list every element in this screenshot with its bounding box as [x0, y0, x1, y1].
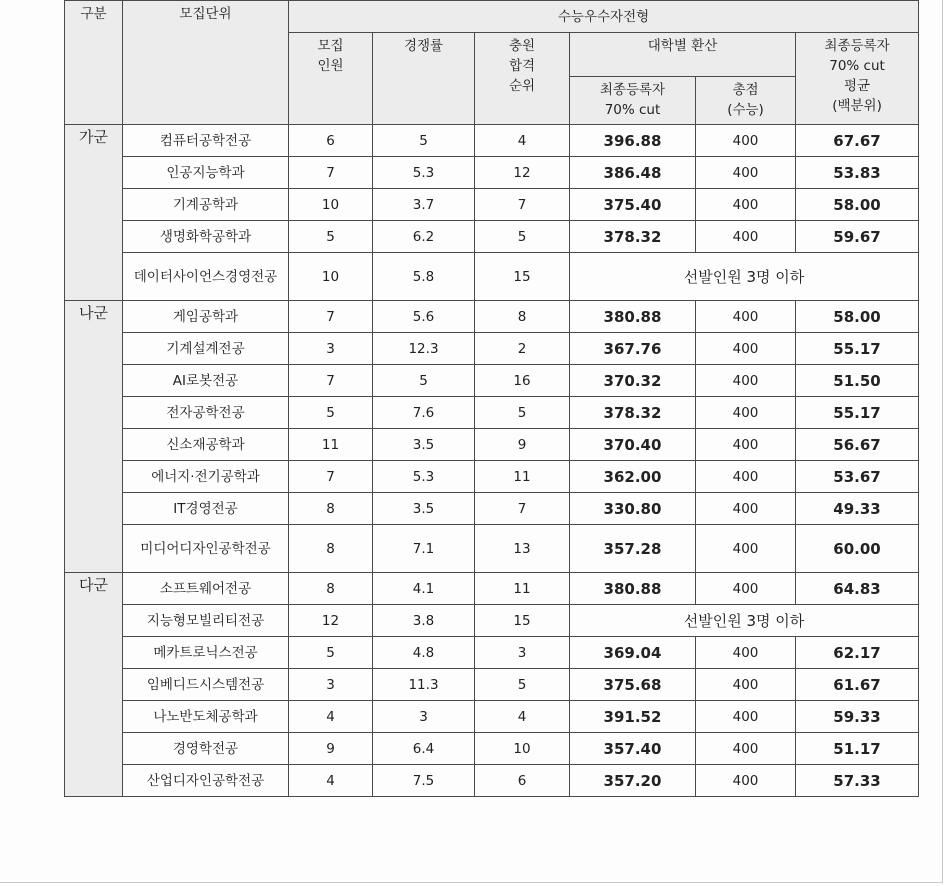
- competition-cell: 3.7: [373, 189, 475, 221]
- final-avg-cell: 56.67: [796, 429, 919, 461]
- final-70-cut-cell: 396.88: [570, 125, 696, 157]
- table-row: [65, 125, 919, 157]
- header-final-70-cut: 최종등록자 70% cut: [570, 77, 696, 125]
- final-avg-cell: 49.33: [796, 493, 919, 525]
- final-avg-cell: 67.67: [796, 125, 919, 157]
- final-avg-cell: 59.67: [796, 221, 919, 253]
- major-name: 에너지·전기공학과: [123, 461, 289, 493]
- final-70-cut-cell: 378.32: [570, 397, 696, 429]
- major-name: IT경영전공: [123, 493, 289, 525]
- final-70-cut-cell: 370.40: [570, 429, 696, 461]
- major-name: 지능형모빌리티전공: [123, 605, 289, 637]
- quota-cell: 5: [289, 637, 373, 669]
- total-score-cell: 400: [696, 765, 796, 797]
- competition-cell: 7.5: [373, 765, 475, 797]
- final-avg-cell: 60.00: [796, 525, 919, 573]
- header-csat-type: 수능우수자전형: [289, 1, 919, 33]
- major-name: 생명화학공학과: [123, 221, 289, 253]
- quota-cell: 4: [289, 701, 373, 733]
- final-avg-cell: 51.50: [796, 365, 919, 397]
- header-univ-conversion: 대학별 환산: [570, 33, 796, 77]
- competition-cell: 5.8: [373, 253, 475, 301]
- quota-cell: 5: [289, 221, 373, 253]
- waitlist-rank-cell: 5: [475, 397, 570, 429]
- waitlist-rank-cell: 12: [475, 157, 570, 189]
- header-competition: 경쟁률: [373, 33, 475, 125]
- final-70-cut-cell: 357.28: [570, 525, 696, 573]
- major-name: 컴퓨터공학전공: [123, 125, 289, 157]
- major-name: 인공지능학과: [123, 157, 289, 189]
- waitlist-rank-cell: 2: [475, 333, 570, 365]
- final-avg-cell: 55.17: [796, 397, 919, 429]
- quota-cell: 7: [289, 301, 373, 333]
- waitlist-rank-cell: 5: [475, 221, 570, 253]
- quota-cell: 5: [289, 397, 373, 429]
- major-name: AI로봇전공: [123, 365, 289, 397]
- quota-cell: 10: [289, 189, 373, 221]
- competition-cell: 5: [373, 365, 475, 397]
- waitlist-rank-cell: 5: [475, 669, 570, 701]
- waitlist-rank-cell: 13: [475, 525, 570, 573]
- competition-cell: 5: [373, 125, 475, 157]
- waitlist-rank-cell: 7: [475, 189, 570, 221]
- final-avg-cell: 59.33: [796, 701, 919, 733]
- waitlist-rank-cell: 11: [475, 461, 570, 493]
- final-70-cut-cell: 386.48: [570, 157, 696, 189]
- table-header: [65, 1, 919, 125]
- final-70-cut-cell: 370.32: [570, 365, 696, 397]
- final-70-cut-cell: 369.04: [570, 637, 696, 669]
- waitlist-rank-cell: 3: [475, 637, 570, 669]
- quota-cell: 10: [289, 253, 373, 301]
- selection-note: 선발인원 3명 이하: [570, 605, 919, 637]
- competition-cell: 5.3: [373, 461, 475, 493]
- waitlist-rank-cell: 9: [475, 429, 570, 461]
- waitlist-rank-cell: 7: [475, 493, 570, 525]
- final-avg-cell: 55.17: [796, 333, 919, 365]
- waitlist-rank-cell: 6: [475, 765, 570, 797]
- competition-cell: 5.6: [373, 301, 475, 333]
- final-avg-cell: 64.83: [796, 573, 919, 605]
- major-name: 게임공학과: [123, 301, 289, 333]
- header-quota: 모집 인원: [289, 33, 373, 125]
- waitlist-rank-cell: 4: [475, 125, 570, 157]
- major-name: 신소재공학과: [123, 429, 289, 461]
- admission-results-table: [64, 0, 919, 797]
- table-row: [65, 397, 919, 429]
- table-row: [65, 461, 919, 493]
- waitlist-rank-cell: 8: [475, 301, 570, 333]
- major-name: 미디어디자인공학전공: [123, 525, 289, 573]
- total-score-cell: 400: [696, 365, 796, 397]
- final-70-cut-cell: 357.20: [570, 765, 696, 797]
- major-name: 전자공학전공: [123, 397, 289, 429]
- competition-cell: 3.5: [373, 493, 475, 525]
- table-row: [65, 253, 919, 301]
- final-70-cut-cell: 380.88: [570, 573, 696, 605]
- total-score-cell: 400: [696, 461, 796, 493]
- waitlist-rank-cell: 15: [475, 605, 570, 637]
- final-70-cut-cell: 367.76: [570, 333, 696, 365]
- table-row: [65, 701, 919, 733]
- table-body: [65, 125, 919, 797]
- competition-cell: 3: [373, 701, 475, 733]
- final-70-cut-cell: 330.80: [570, 493, 696, 525]
- table-row: [65, 765, 919, 797]
- table-row: [65, 637, 919, 669]
- total-score-cell: 400: [696, 669, 796, 701]
- quota-cell: 3: [289, 669, 373, 701]
- quota-cell: 8: [289, 525, 373, 573]
- final-avg-cell: 51.17: [796, 733, 919, 765]
- quota-cell: 6: [289, 125, 373, 157]
- competition-cell: 3.8: [373, 605, 475, 637]
- total-score-cell: 400: [696, 701, 796, 733]
- major-name: 데이터사이언스경영전공: [123, 253, 289, 301]
- competition-cell: 5.3: [373, 157, 475, 189]
- header-total-score: 총점 (수능): [696, 77, 796, 125]
- table-row: [65, 333, 919, 365]
- final-70-cut-cell: 378.32: [570, 221, 696, 253]
- total-score-cell: 400: [696, 429, 796, 461]
- quota-cell: 4: [289, 765, 373, 797]
- table-row: [65, 525, 919, 573]
- header-waitlist-rank: 충원 합격 순위: [475, 33, 570, 125]
- final-70-cut-cell: 380.88: [570, 301, 696, 333]
- competition-cell: 7.6: [373, 397, 475, 429]
- major-name: 기계공학과: [123, 189, 289, 221]
- table-row: [65, 429, 919, 461]
- quota-cell: 8: [289, 493, 373, 525]
- final-avg-cell: 57.33: [796, 765, 919, 797]
- final-70-cut-cell: 391.52: [570, 701, 696, 733]
- major-name: 기계설계전공: [123, 333, 289, 365]
- major-name: 메카트로닉스전공: [123, 637, 289, 669]
- quota-cell: 11: [289, 429, 373, 461]
- total-score-cell: 400: [696, 221, 796, 253]
- major-name: 나노반도체공학과: [123, 701, 289, 733]
- final-70-cut-cell: 375.40: [570, 189, 696, 221]
- total-score-cell: 400: [696, 573, 796, 605]
- major-name: 경영학전공: [123, 733, 289, 765]
- competition-cell: 6.2: [373, 221, 475, 253]
- major-name: 소프트웨어전공: [123, 573, 289, 605]
- waitlist-rank-cell: 16: [475, 365, 570, 397]
- competition-cell: 4.8: [373, 637, 475, 669]
- quota-cell: 8: [289, 573, 373, 605]
- quota-cell: 12: [289, 605, 373, 637]
- quota-cell: 7: [289, 461, 373, 493]
- final-avg-cell: 53.83: [796, 157, 919, 189]
- final-avg-cell: 61.67: [796, 669, 919, 701]
- total-score-cell: 400: [696, 333, 796, 365]
- group-label: 가군: [65, 125, 123, 301]
- total-score-cell: 400: [696, 637, 796, 669]
- competition-cell: 4.1: [373, 573, 475, 605]
- table-row: [65, 189, 919, 221]
- header-gubun: 구분: [65, 1, 123, 125]
- total-score-cell: 400: [696, 157, 796, 189]
- table-row: [65, 301, 919, 333]
- competition-cell: 11.3: [373, 669, 475, 701]
- quota-cell: 9: [289, 733, 373, 765]
- total-score-cell: 400: [696, 525, 796, 573]
- waitlist-rank-cell: 15: [475, 253, 570, 301]
- table-row: [65, 573, 919, 605]
- total-score-cell: 400: [696, 189, 796, 221]
- table-row: [65, 157, 919, 189]
- group-label: 다군: [65, 573, 123, 797]
- major-name: 임베디드시스템전공: [123, 669, 289, 701]
- quota-cell: 7: [289, 365, 373, 397]
- quota-cell: 7: [289, 157, 373, 189]
- major-name: 산업디자인공학전공: [123, 765, 289, 797]
- competition-cell: 3.5: [373, 429, 475, 461]
- competition-cell: 6.4: [373, 733, 475, 765]
- header-final-avg: 최종등록자 70% cut 평균 (백분위): [796, 33, 919, 125]
- final-avg-cell: 58.00: [796, 189, 919, 221]
- waitlist-rank-cell: 4: [475, 701, 570, 733]
- table-row: [65, 221, 919, 253]
- table-row: [65, 605, 919, 637]
- competition-cell: 7.1: [373, 525, 475, 573]
- final-avg-cell: 58.00: [796, 301, 919, 333]
- selection-note: 선발인원 3명 이하: [570, 253, 919, 301]
- table-row: [65, 733, 919, 765]
- table-row: [65, 493, 919, 525]
- waitlist-rank-cell: 11: [475, 573, 570, 605]
- table-row: [65, 365, 919, 397]
- final-70-cut-cell: 375.68: [570, 669, 696, 701]
- competition-cell: 12.3: [373, 333, 475, 365]
- total-score-cell: 400: [696, 397, 796, 429]
- total-score-cell: 400: [696, 125, 796, 157]
- group-label: 나군: [65, 301, 123, 573]
- final-avg-cell: 62.17: [796, 637, 919, 669]
- total-score-cell: 400: [696, 733, 796, 765]
- final-70-cut-cell: 362.00: [570, 461, 696, 493]
- final-70-cut-cell: 357.40: [570, 733, 696, 765]
- final-avg-cell: 53.67: [796, 461, 919, 493]
- header-unit: 모집단위: [123, 1, 289, 125]
- quota-cell: 3: [289, 333, 373, 365]
- table-row: [65, 669, 919, 701]
- waitlist-rank-cell: 10: [475, 733, 570, 765]
- total-score-cell: 400: [696, 301, 796, 333]
- total-score-cell: 400: [696, 493, 796, 525]
